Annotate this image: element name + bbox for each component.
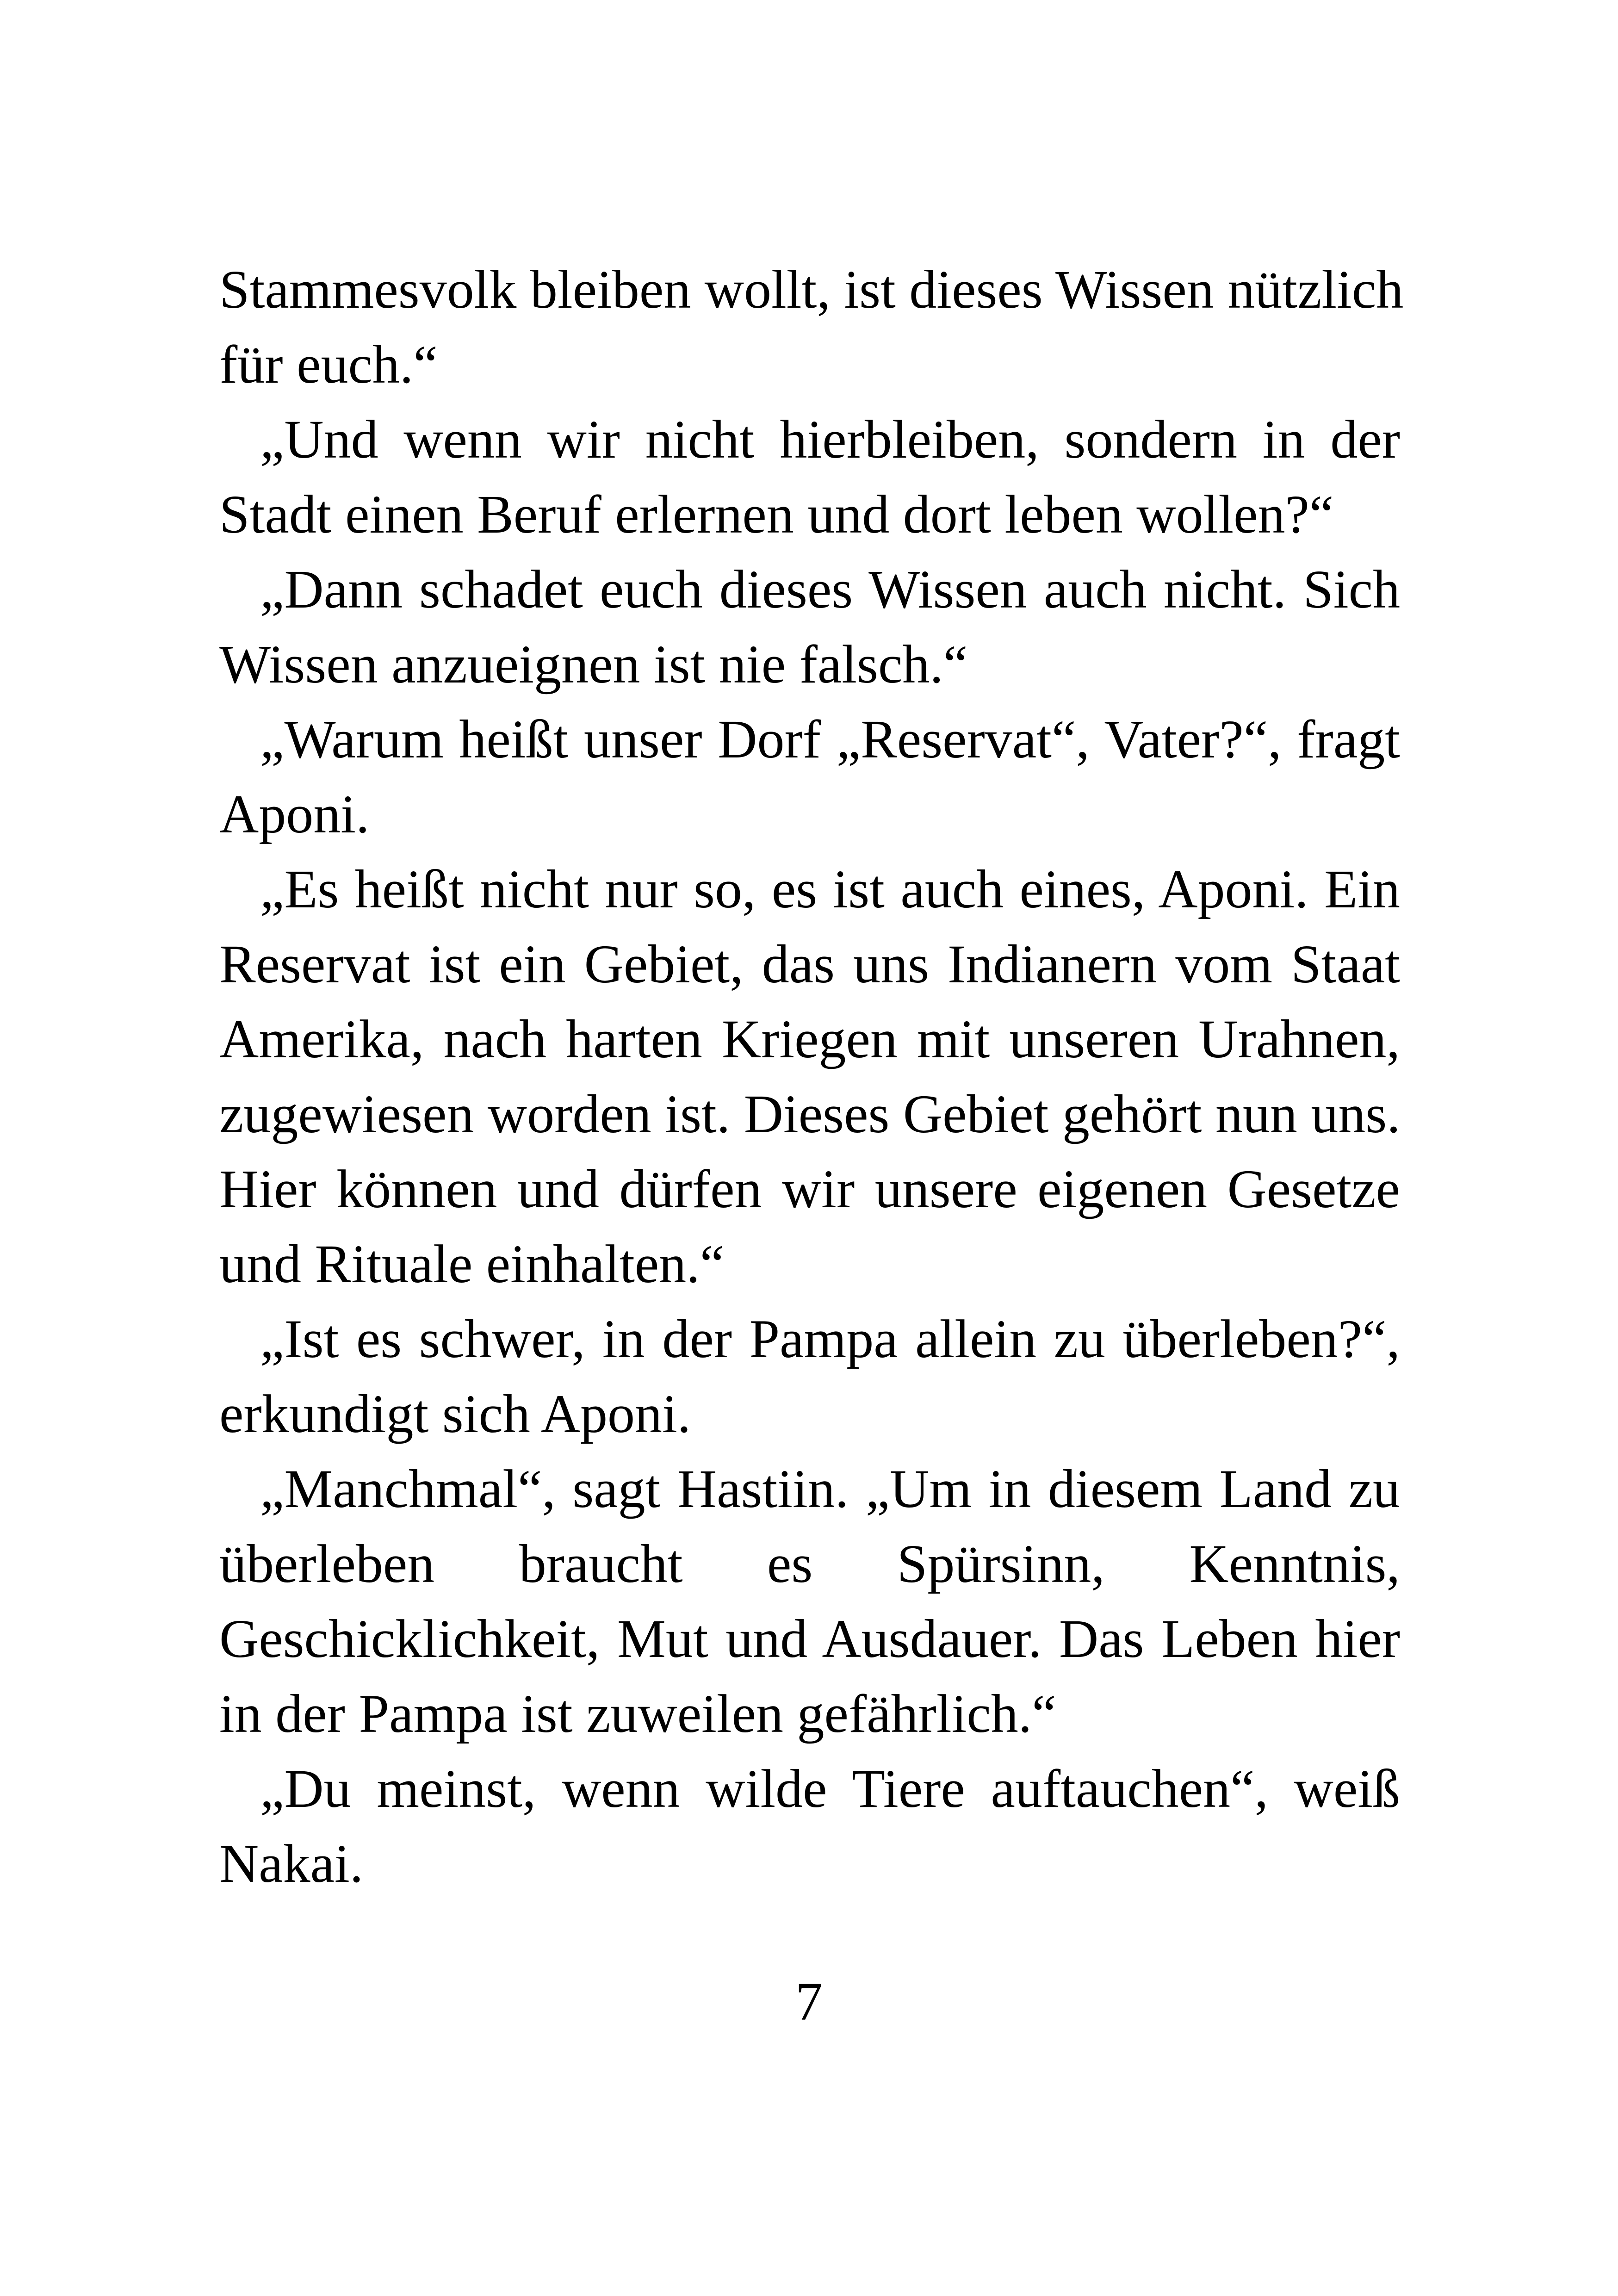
text-line: Stammesvolk bleiben wollt, ist dieses Wissen nützlich — [219, 259, 1404, 320]
text-line: Hier können und dürfen wir unsere eigenen Gesetze — [219, 1159, 1400, 1219]
text-line: Aponi. — [219, 784, 370, 844]
text-line: „Dann schadet euch dieses Wissen auch nicht. Sich — [260, 559, 1400, 620]
text-line: „Ist es schwer, in der Pampa allein zu überleben?“, — [260, 1309, 1400, 1369]
text-line: „Manchmal“, sagt Hastiin. „Um in diesem Land zu — [260, 1458, 1400, 1519]
text-line: „Und wenn wir nicht hierbleiben, sondern in der — [260, 409, 1400, 470]
text-line: für euch.“ — [219, 334, 438, 395]
text-line: erkundigt sich Aponi. — [219, 1384, 691, 1444]
text-line: und Rituale einhalten.“ — [219, 1234, 725, 1294]
text-line: Geschicklichkeit, Mut und Ausdauer. Das Leben hier — [219, 1608, 1400, 1669]
text-line: „Es heißt nicht nur so, es ist auch eines, Aponi. Ein — [260, 859, 1400, 919]
text-line: Stadt einen Beruf erlernen und dort leben wollen?“ — [219, 484, 1334, 545]
page-number: 7 — [795, 1971, 823, 2032]
text-line: in der Pampa ist zuweilen gefährlich.“ — [219, 1683, 1056, 1744]
text-line: Amerika, nach harten Kriegen mit unseren Urahnen, — [219, 1009, 1400, 1069]
text-line: „Warum heißt unser Dorf „Reservat“, Vater?“, fragt — [260, 709, 1400, 769]
text-line: zugewiesen worden ist. Dieses Gebiet gehört nun uns. — [219, 1084, 1401, 1144]
body-text — [219, 252, 1404, 1901]
text-line: „Du meinst, wenn wilde Tiere auftauchen“, weiß — [260, 1758, 1400, 1819]
text-line: Nakai. — [219, 1833, 364, 1894]
text-line: Wissen anzueignen ist nie falsch.“ — [219, 634, 968, 695]
text-line: Reservat ist ein Gebiet, das uns Indianern vom Staat — [219, 934, 1400, 994]
text-line: überleben braucht es Spürsinn, Kenntnis, — [219, 1533, 1400, 1594]
